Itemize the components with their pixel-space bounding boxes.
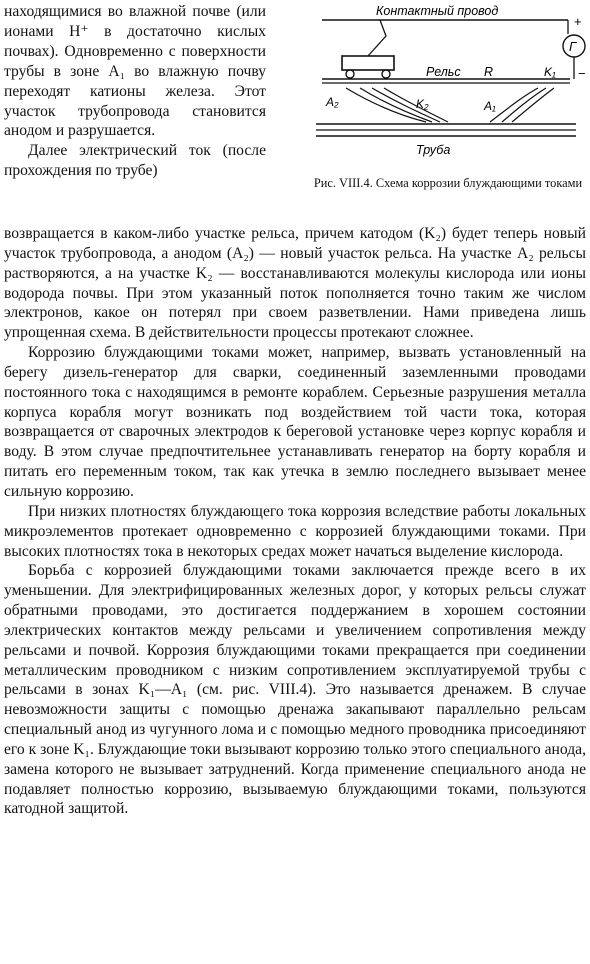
book-page — [4, 2, 586, 818]
k2-label: K₂ — [416, 97, 429, 111]
resistance-label: R — [484, 65, 494, 79]
tram-car — [342, 56, 394, 70]
contact-wire-label: Контактный провод — [376, 4, 499, 18]
current-arrow-3 — [372, 88, 440, 122]
generator-label: Г — [569, 39, 577, 54]
return-arrow-1 — [490, 88, 538, 122]
paragraph-3: Коррозию блуждающими токами может, например, вызвать установленный на берегу дизель-генератор для сварки, соединенный заземленными проводами постоянного тока с находящимся в ремонте кораблем. Серьезные разрушения металла корпуса корабля могут возникать под воздействием той части тока, которая возвращается от сварочных электродов к береговой установке через корпус корабля и воду. В этом случае предпочтительнее устанавливать генератор на борту корабля и питать его переменным током, так как утечка в землю последнего вызывает менее сильную коррозию. — [4, 344, 586, 500]
return-arrow-2 — [502, 88, 546, 122]
plus-sign: + — [574, 14, 582, 29]
a1-label: A₁ — [484, 99, 496, 113]
figure-viii-4 — [306, 2, 590, 224]
top-section — [4, 2, 586, 224]
rail-label: Рельс — [426, 65, 461, 79]
paragraph-2-start: Далее электрический ток (после прохождения по трубе) — [4, 142, 266, 180]
return-arrow-3 — [512, 88, 554, 122]
wheel-right — [382, 70, 390, 78]
corrosion-diagram — [306, 2, 590, 174]
pantograph — [368, 20, 386, 56]
pipe-label: Труба — [416, 143, 451, 157]
main-text — [4, 224, 586, 819]
paragraph-1: находящимися во влажной почве (или ионами H⁺ в достаточно кислых почвах). Одновременно с поверхности трубы в зоне A₁ во влажную почву переходят катионы железа. Этот участок трубопровода становится анодом и разрушается. — [4, 3, 266, 140]
k1-label: K₁ — [544, 65, 556, 79]
paragraph-4: При низких плотностях блуждающего тока коррозия вследствие работы локальных микроэлементов протекает одновременно с коррозией блуждающими токами. При высоких плотностях тока в некоторых средах может начаться выделение кислорода. — [4, 502, 586, 560]
wheel-left — [346, 70, 354, 78]
left-column-text — [4, 2, 266, 181]
paragraph-5: Борьба с коррозией блуждающими токами заключается прежде всего в их уменьшении. Для электрифицированных железных дорог, у которых рельсы служат обратными проводами, это достигается поддержанием в хорошем состоянии электрических контактов между рельсами и увеличением сопротивления между рельсами и почвой. Коррозия блуждающими токами прекращается при соединении металлическим проводником с низким сопротивлением эксплуатируемой трубы с рельсами в зонах K₁—A₁ (см. рис. VIII.4). Это называется дренажем. В случае невозможности защиты с помощью дренажа закапывают параллельно рельсам специальный анод из чугунного лома и с помощью медного проводника присоединяют его к зоне K₁. Блуждающие токи вызывают коррозию только этого специального анода, замена которого не вызывает затруднений. Когда применение специального анода не подавляет полностью коррозию, вызываемую блуждающими токами, пользуются катодной защитой. — [4, 562, 586, 818]
figure-caption: Рис. VIII.4. Схема коррозии блуждающими токами — [313, 176, 583, 190]
minus-sign: − — [578, 66, 586, 81]
a2-label: A₂ — [326, 95, 339, 109]
paragraph-2-continued: возвращается в каком-либо участке рельса, причем катодом (K₂) будет теперь новый участок трубопровода, а анодом (A₂) — новый участок рельса. На участке A₂ рельсы растворяются, а на участке K₂ — восстанавливаются молекулы кислорода или ионы водорода почвы. При этом указанный поток пополняется точно таким же числом электронов, какое он потерял при своем разветвлении. Нами приведена лишь упрощенная схема. В действительности процессы протекают сложнее. — [4, 225, 586, 342]
